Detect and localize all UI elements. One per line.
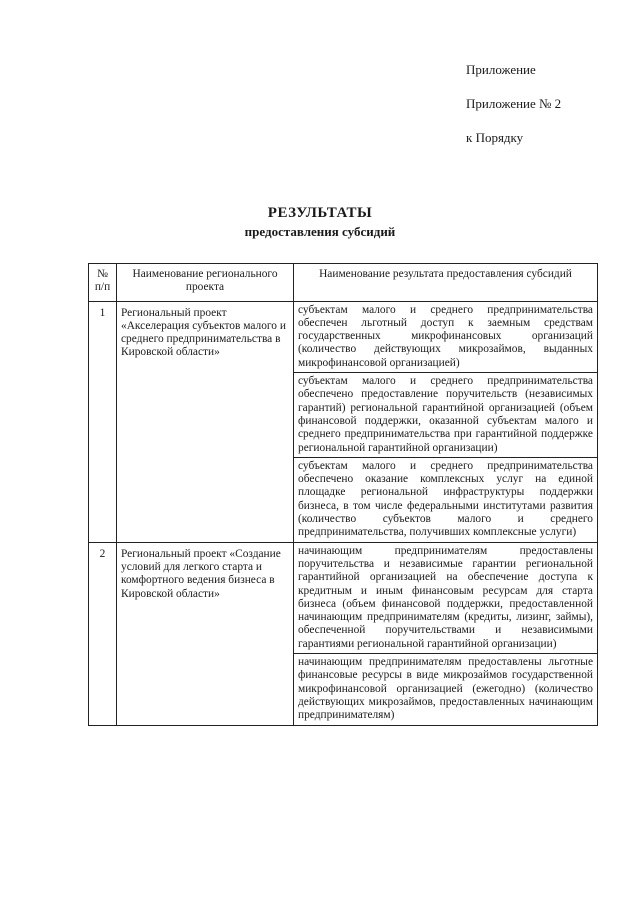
document-title (0, 205, 640, 240)
title-sub: предоставления субсидий (244, 224, 396, 239)
result-text: начинающим предпринимателям предоставлены льготные финансовые ресурсы в виде микрозаймов государственной микрофинансовой организацией (ежегодно) (количество действующих микрозаймов, предоставленных начинающим предпринимателям) (294, 654, 598, 725)
table-row (89, 542, 598, 653)
result-text: субъектам малого и среднего предпринимательства обеспечено предоставление поручительств (независимых гарантий) региональной гарантийной организацией (объем финансовой поддержки, оказанной субъектам малого и среднего предпринимательства при гарантийной поддержке региональной гарантийной организации) (294, 373, 598, 458)
result-text: субъектам малого и среднего предпринимательства обеспечено оказание комплексных услуг на единой площадке региональной инфраструктуры поддержки бизнеса, в том числе федеральными институтами развития (количество субъектов малого и среднего предпринимательства, получивших комплексные услуги) (294, 457, 598, 542)
row-number: 2 (89, 542, 117, 725)
results-table (88, 263, 598, 726)
appendix-number: Приложение № 2 (466, 96, 562, 111)
column-header-result: Наименование результата предоставления субсидий (294, 264, 598, 302)
project-name: Региональный проект «Создание условий для легкого старта и комфортного ведения бизнеса в Кировской области» (117, 542, 294, 725)
row-number: 1 (89, 301, 117, 542)
table-row (89, 301, 598, 372)
appendix-header (466, 62, 561, 164)
title-main: РЕЗУЛЬТАТЫ (267, 205, 373, 221)
result-text: начинающим предпринимателям предоставлены поручительства и независимые гарантии региональной гарантийной организацией на обеспечение доступа к кредитным и иным финансовым ресурсам для старта бизнеса (объем финансовой поддержки, предоставленной начинающим предпринимателям (кредиты, лизинг, займы), обеспеченной поручительствами и независимыми гарантиями региональной гарантийной организации) (294, 542, 598, 653)
project-name: Региональный проект «Акселерация субъектов малого и среднего предпринимательства в Кировской области» (117, 301, 294, 542)
column-header-project: Наименование регионального проекта (117, 264, 294, 302)
appendix-reference: к Порядку (466, 130, 524, 145)
result-text: субъектам малого и среднего предпринимательства обеспечен льготный доступ к заемным средствам государственных микрофинансовых организаций (количество действующих микрозаймов, выданных микрофинансовой организацией) (294, 301, 598, 372)
table-header-row (89, 264, 598, 302)
column-header-number: № п/п (89, 264, 117, 302)
appendix-label: Приложение (466, 62, 536, 77)
